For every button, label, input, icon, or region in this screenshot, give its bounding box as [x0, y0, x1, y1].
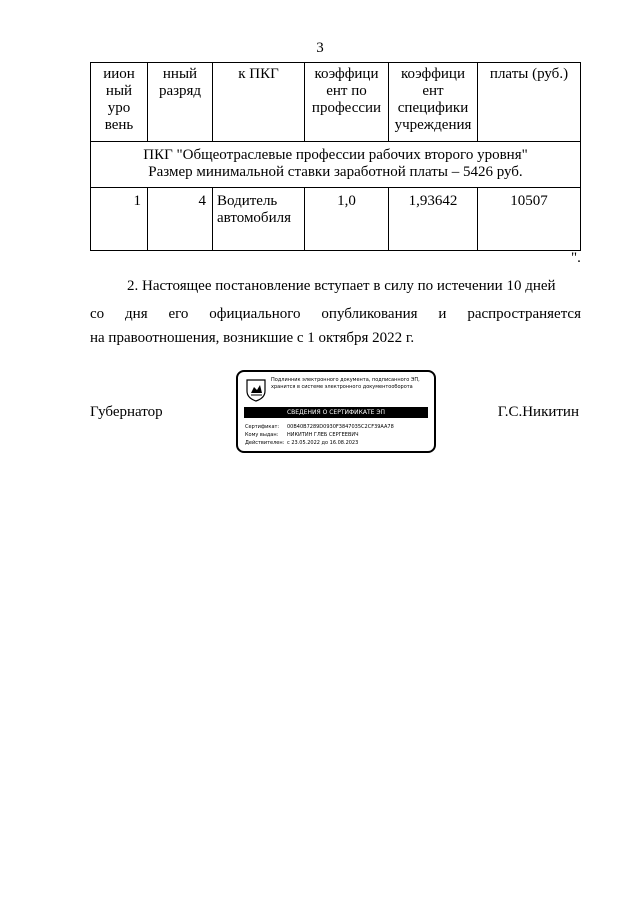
paragraph-line-3: на правоотношения, возникшие с 1 октября 2022 г. [90, 330, 415, 346]
closing-quote: ". [571, 250, 581, 266]
table-row [91, 188, 581, 251]
valid-label: Действителен: [245, 440, 285, 446]
cell-level: 1 [91, 188, 148, 251]
stamp-info [245, 423, 394, 447]
cert-value: 00B40B7289D0930F3847035C2CF39AA78 [287, 424, 394, 430]
cell-salary: 10507 [478, 188, 581, 251]
table-group-row [91, 142, 581, 188]
signatory-title: Губернатор [90, 404, 163, 420]
group-cell [91, 142, 581, 188]
page-number: 3 [316, 40, 324, 56]
header-pkg: к ПКГ [213, 63, 305, 142]
cell-coef-institution: 1,93642 [389, 188, 478, 251]
header-coef-institution: коэффици ент специфики учреждения [389, 63, 478, 142]
group-title: ПКГ "Общеотраслевые профессии рабочих второго уровня" [143, 147, 528, 163]
stamp-note: Подлинник электронного документа, подписанного ЭП, хранится в системе электронного документооборота [271, 377, 420, 390]
paragraph-line-2: со дня его официального опубликования и распространяется [90, 306, 581, 322]
cell-grade: 4 [148, 188, 213, 251]
group-min-rate: Размер минимальной ставки заработной платы – 5426 руб. [148, 164, 523, 180]
paragraph-line-1: 2. Настоящее постановление вступает в силу по истечении 10 дней [127, 278, 556, 294]
cert-label: Сертификат: [245, 424, 280, 430]
header-salary: платы (руб.) [478, 63, 581, 142]
valid-value: с 23.05.2022 до 16.08.2023 [287, 440, 359, 446]
header-grade: нный разряд [148, 63, 213, 142]
table-header-row [91, 63, 581, 142]
cell-profession: Водитель автомобиля [213, 188, 305, 251]
owner-value: НИКИТИН ГЛЕБ СЕРГЕЕВИЧ [287, 432, 359, 438]
header-coef-profession: коэффици ент по профессии [305, 63, 389, 142]
cell-coef-profession: 1,0 [305, 188, 389, 251]
owner-label: Кому выдан: [245, 432, 279, 438]
digital-signature-stamp [236, 370, 436, 453]
header-level: иион ный уро вень [91, 63, 148, 142]
signatory-name: Г.С.Никитин [497, 404, 579, 420]
coat-of-arms-icon [245, 378, 267, 402]
tariff-table [90, 62, 581, 251]
stamp-banner: СВЕДЕНИЯ О СЕРТИФИКАТЕ ЭП [244, 407, 428, 418]
